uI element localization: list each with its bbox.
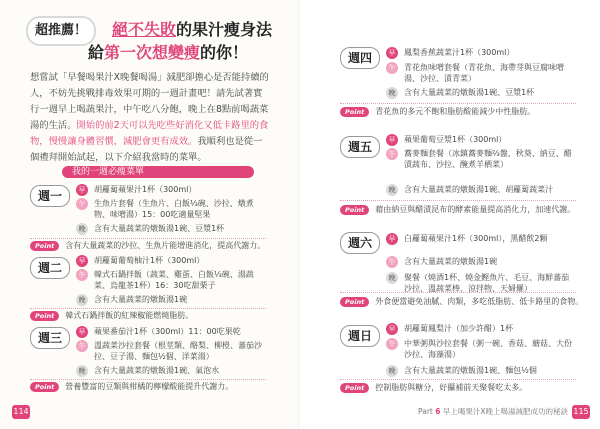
meal-evening: [76, 294, 266, 306]
intro-text-3: 我順利也是從一個禮拜開始試起，以下介紹我當時的菜單。: [30, 136, 263, 163]
right-page: [300, 0, 600, 429]
morning-icon: 早: [76, 255, 88, 267]
meal-text: 含有大量蔬菜的燉飯湯1碗、豆漿1杯: [404, 88, 535, 97]
point-tag: Point: [30, 311, 59, 321]
chapter-footer: [418, 406, 568, 417]
day-label: 週三: [30, 327, 70, 349]
headline-text-1: 的果汁瘦身法: [176, 20, 273, 39]
divider: [30, 238, 266, 239]
meal-text: 含有大量蔬菜的燉飯湯1碗、豆漿1杯: [94, 224, 225, 233]
point-text: 營養豐富的豆類與柑橘的檸檬酸能提升代謝力。: [65, 382, 234, 391]
evening-icon: 晚: [386, 87, 398, 99]
meal-noon: [76, 269, 266, 291]
morning-icon: 早: [76, 326, 88, 338]
footer-chapter-title: 早上喝果汁X晚上喝湯減肥成功的秘訣: [442, 407, 568, 416]
point-note: [30, 240, 270, 251]
meal-text: 含有大量蔬菜的燉飯湯1碗: [404, 257, 498, 266]
headline-text-2a: 給: [88, 43, 105, 62]
headline-text-2c: 的你！: [200, 43, 249, 62]
morning-icon: 早: [386, 47, 398, 59]
day-label: 週一: [30, 185, 70, 207]
point-note: [30, 381, 270, 392]
meal-text: 含有大量蔬菜的燉飯湯1碗、氣泡水: [94, 366, 220, 375]
meal-morning: [386, 134, 576, 146]
evening-icon: 晚: [76, 223, 88, 235]
intro-text-1: 想嘗試「早餐喝果汁X晚餐喝湯」減肥卻擔心是否能持續的人，不妨先挑戰排毒效果可期的一週計畫吧！請先試著實行一週早上喝蔬果汁，中午吃八分飽，晚上在8點前喝蔬菜湯的生活。: [30, 72, 269, 131]
evening-icon: 晚: [386, 365, 398, 377]
meal-evening: [76, 365, 266, 377]
point-tag: Point: [340, 383, 369, 393]
divider: [340, 292, 576, 293]
morning-icon: 早: [76, 184, 88, 196]
morning-icon: 早: [386, 233, 398, 245]
point-tag: Point: [340, 205, 369, 215]
divider: [30, 308, 266, 309]
meal-text: 胡蘿蔔葡萄柚汁1杯（300ml）: [94, 256, 205, 265]
day-label: 週五: [340, 136, 380, 158]
meal-text: 胡蘿蔔蘋果汁1杯（300ml）: [94, 185, 197, 194]
meal-text: 蘋果番茄汁1杯（300ml）11：00吃果乾: [94, 327, 241, 336]
meal-noon: [386, 256, 576, 268]
noon-icon: 午: [386, 256, 398, 268]
intro-text-highlight: 開始的前2天可以先吃些好消化又低卡路里的食物，慢慢讓身體習慣，減肥會更有成效。: [30, 120, 269, 147]
point-text: 青花魚的多元不飽和脂肪酸能減少中性脂肪。: [375, 107, 536, 116]
meal-text: 溫蔬菜沙拉套餐（根莖類、酪梨、柳橙、蕃茄沙拉、豆子湯、麵包½個、洋菜湯）: [94, 341, 262, 361]
noon-icon: 午: [386, 62, 398, 74]
meal-text: 胡蘿蔔鳳梨汁（加少許醋）1杯: [404, 324, 514, 333]
headline-highlight-1: 絕不失敗: [112, 20, 177, 39]
meal-evening: [386, 365, 576, 377]
morning-icon: 早: [386, 134, 398, 146]
meal-morning: [386, 47, 576, 59]
meal-morning: [76, 255, 266, 267]
divider: [340, 200, 576, 201]
noon-icon: 午: [386, 338, 398, 350]
point-tag: Point: [340, 297, 369, 307]
meal-text: 含有大量蔬菜的燉飯湯1碗、麵包½個: [404, 366, 537, 375]
point-text: 外食便當避免油膩、肉類，多吃低脂肪、低卡路里的食物。: [375, 297, 584, 306]
evening-icon: 晚: [386, 184, 398, 196]
day-label: 週二: [30, 257, 70, 279]
meal-text: 聚餐（燒酒1杯、燒金鰹魚片、毛豆、海鮮蕃茄沙拉、溫蔬菜棒、涼拌物、天婦羅）: [404, 273, 570, 293]
meal-text: 含有大量蔬菜的燉飯湯1碗、胡蘿蔔蔬菜汁: [404, 185, 554, 194]
point-text: 韓式石鍋拌飯的紅辣椒能燃燒脂肪。: [65, 311, 194, 320]
day-label: 週四: [340, 47, 380, 69]
meal-evening: [76, 223, 266, 235]
meal-evening: [386, 272, 576, 294]
meal-text: 鳳梨香蕉蔬菜汁1杯（300ml）: [404, 48, 515, 57]
point-text: 藉由納豆與醋漬昆布的酵素能量提高消化力，加速代謝。: [375, 205, 576, 214]
meal-text: 含有大量蔬菜的燉飯湯1碗: [94, 295, 188, 304]
noon-icon: 午: [76, 269, 88, 281]
divider: [340, 103, 576, 104]
noon-icon: 午: [76, 340, 88, 352]
meal-morning: [76, 184, 266, 196]
evening-icon: 晚: [76, 365, 88, 377]
meal-evening: [386, 87, 576, 99]
point-tag: Point: [30, 382, 59, 392]
headline-highlight-2: 第一次想變瘦: [104, 43, 201, 62]
point-note: [30, 310, 270, 321]
point-text: 含有大量蔬菜的沙拉、生魚片能增進消化，提高代謝力。: [65, 241, 266, 250]
divider: [30, 379, 266, 380]
weekly-menu-bar: 我的一週必瘦菜單: [62, 166, 254, 178]
point-note: [340, 204, 585, 215]
footer-part-number: 6: [435, 407, 441, 416]
meal-noon: [386, 148, 576, 170]
meal-text: 中華粥與沙拉套餐（粥一碗、香菇、蘑菇、大份沙拉、海藻湯）: [404, 339, 572, 359]
meal-morning: [386, 323, 576, 335]
noon-icon: 午: [76, 198, 88, 210]
day-label: 週六: [340, 232, 380, 254]
point-text: 控制脂肪與糖分，好攝補前天聚餐吃太多。: [375, 383, 528, 392]
morning-icon: 早: [386, 323, 398, 335]
meal-text: 蕎麥麵套餐（冰鎮蕎麥麵⅔盤、秋葵、納豆、醋漬蔬布、沙拉、醃煮羊栖菜）: [404, 149, 572, 169]
meal-noon: [386, 62, 576, 84]
divider: [340, 379, 576, 380]
footer-part-label: Part: [418, 407, 433, 416]
point-tag: Point: [30, 241, 59, 251]
meal-morning: [76, 326, 266, 338]
meal-morning: [386, 233, 576, 245]
page-number-right: 115: [572, 405, 590, 419]
recommend-badge: 超推薦！: [26, 16, 96, 46]
noon-icon: 午: [386, 148, 398, 160]
point-note: [340, 296, 585, 307]
meal-evening: [386, 184, 576, 196]
meal-noon: [76, 198, 266, 220]
meal-text: 青花魚味噌套餐（青花魚、海帶芽與豆腐味噌湯、沙拉、漬青菜）: [404, 63, 564, 83]
meal-text: 白蘿蔔蘋果汁1杯（300ml），黑醋飲2顆: [404, 234, 548, 243]
meal-text: 蘋果葡萄豆漿1杯（300ml）: [404, 135, 507, 144]
day-label: 週日: [340, 325, 380, 347]
meal-noon: [76, 340, 266, 362]
point-tag: Point: [340, 107, 369, 117]
headline-line2: [88, 40, 248, 63]
intro-paragraph: [30, 70, 270, 166]
page-number-left: 114: [12, 405, 30, 419]
point-note: [340, 106, 585, 117]
meal-text: 韓式石鍋拌飯（蔬菜、雞蛋、白飯⅓碗、湯蔬菜、烏龍茶1杯）16：30吃甜栗子: [94, 270, 254, 290]
evening-icon: 晚: [76, 294, 88, 306]
headline-line1: [112, 17, 272, 40]
point-note: [340, 382, 585, 393]
evening-icon: 晚: [386, 272, 398, 284]
meal-noon: [386, 338, 576, 360]
meal-text: 生魚片套餐（生魚片、白飯⅓碗、沙拉、燉煮物、味噌湯）15：00吃適量堅果: [94, 199, 254, 219]
